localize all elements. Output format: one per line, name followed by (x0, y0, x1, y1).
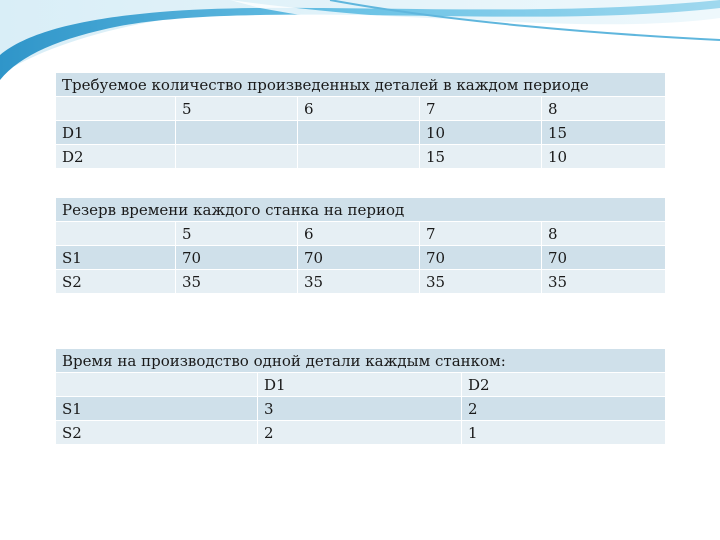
required-parts-table (55, 72, 666, 169)
production-time-table (55, 348, 666, 445)
table-cell (176, 145, 298, 169)
row-label: S1 (56, 397, 258, 421)
table-header-cell: D1 (258, 373, 462, 397)
row-label: S2 (56, 270, 176, 294)
table-cell: 2 (462, 397, 666, 421)
table-title-row (56, 349, 666, 373)
table-cell: 10 (420, 121, 542, 145)
table-cell: 35 (420, 270, 542, 294)
table-header-cell: 5 (176, 97, 298, 121)
table-title: Резерв времени каждого станка на период (56, 198, 666, 222)
table-row (56, 246, 666, 270)
table-cell: 70 (176, 246, 298, 270)
row-label: D2 (56, 145, 176, 169)
table-header-cell: 7 (420, 97, 542, 121)
machine-time-reserve-table (55, 197, 666, 294)
table-cell: 70 (420, 246, 542, 270)
table-header-cell: 5 (176, 222, 298, 246)
table-cell (298, 121, 420, 145)
table-title: Время на производство одной детали каждым станком: (56, 349, 666, 373)
table-title-row (56, 73, 666, 97)
table-row (56, 145, 666, 169)
table-cell: 1 (462, 421, 666, 445)
table-cell (176, 121, 298, 145)
table-cell: 3 (258, 397, 462, 421)
table-title: Требуемое количество произведенных деталей в каждом периоде (56, 73, 666, 97)
table-header-cell: 8 (542, 222, 666, 246)
table-cell (298, 145, 420, 169)
table-cell: 15 (542, 121, 666, 145)
row-label: S2 (56, 421, 258, 445)
row-label: S1 (56, 246, 176, 270)
table-cell: 2 (258, 421, 462, 445)
table-title-row (56, 198, 666, 222)
table-row (56, 421, 666, 445)
table-cell: 70 (542, 246, 666, 270)
table-header-row (56, 373, 666, 397)
table-header-cell: 6 (298, 97, 420, 121)
table-row (56, 397, 666, 421)
table-header-cell: D2 (462, 373, 666, 397)
table-header-cell: 8 (542, 97, 666, 121)
table-cell: 15 (420, 145, 542, 169)
table-cell (56, 373, 258, 397)
table-cell (56, 222, 176, 246)
table-row (56, 121, 666, 145)
table-cell: 35 (542, 270, 666, 294)
table-header-cell: 7 (420, 222, 542, 246)
table-row (56, 270, 666, 294)
row-label: D1 (56, 121, 176, 145)
table-cell (56, 97, 176, 121)
table-cell: 35 (176, 270, 298, 294)
table-cell: 70 (298, 246, 420, 270)
table-header-row (56, 222, 666, 246)
table-cell: 10 (542, 145, 666, 169)
table-header-cell: 6 (298, 222, 420, 246)
table-header-row (56, 97, 666, 121)
table-cell: 35 (298, 270, 420, 294)
